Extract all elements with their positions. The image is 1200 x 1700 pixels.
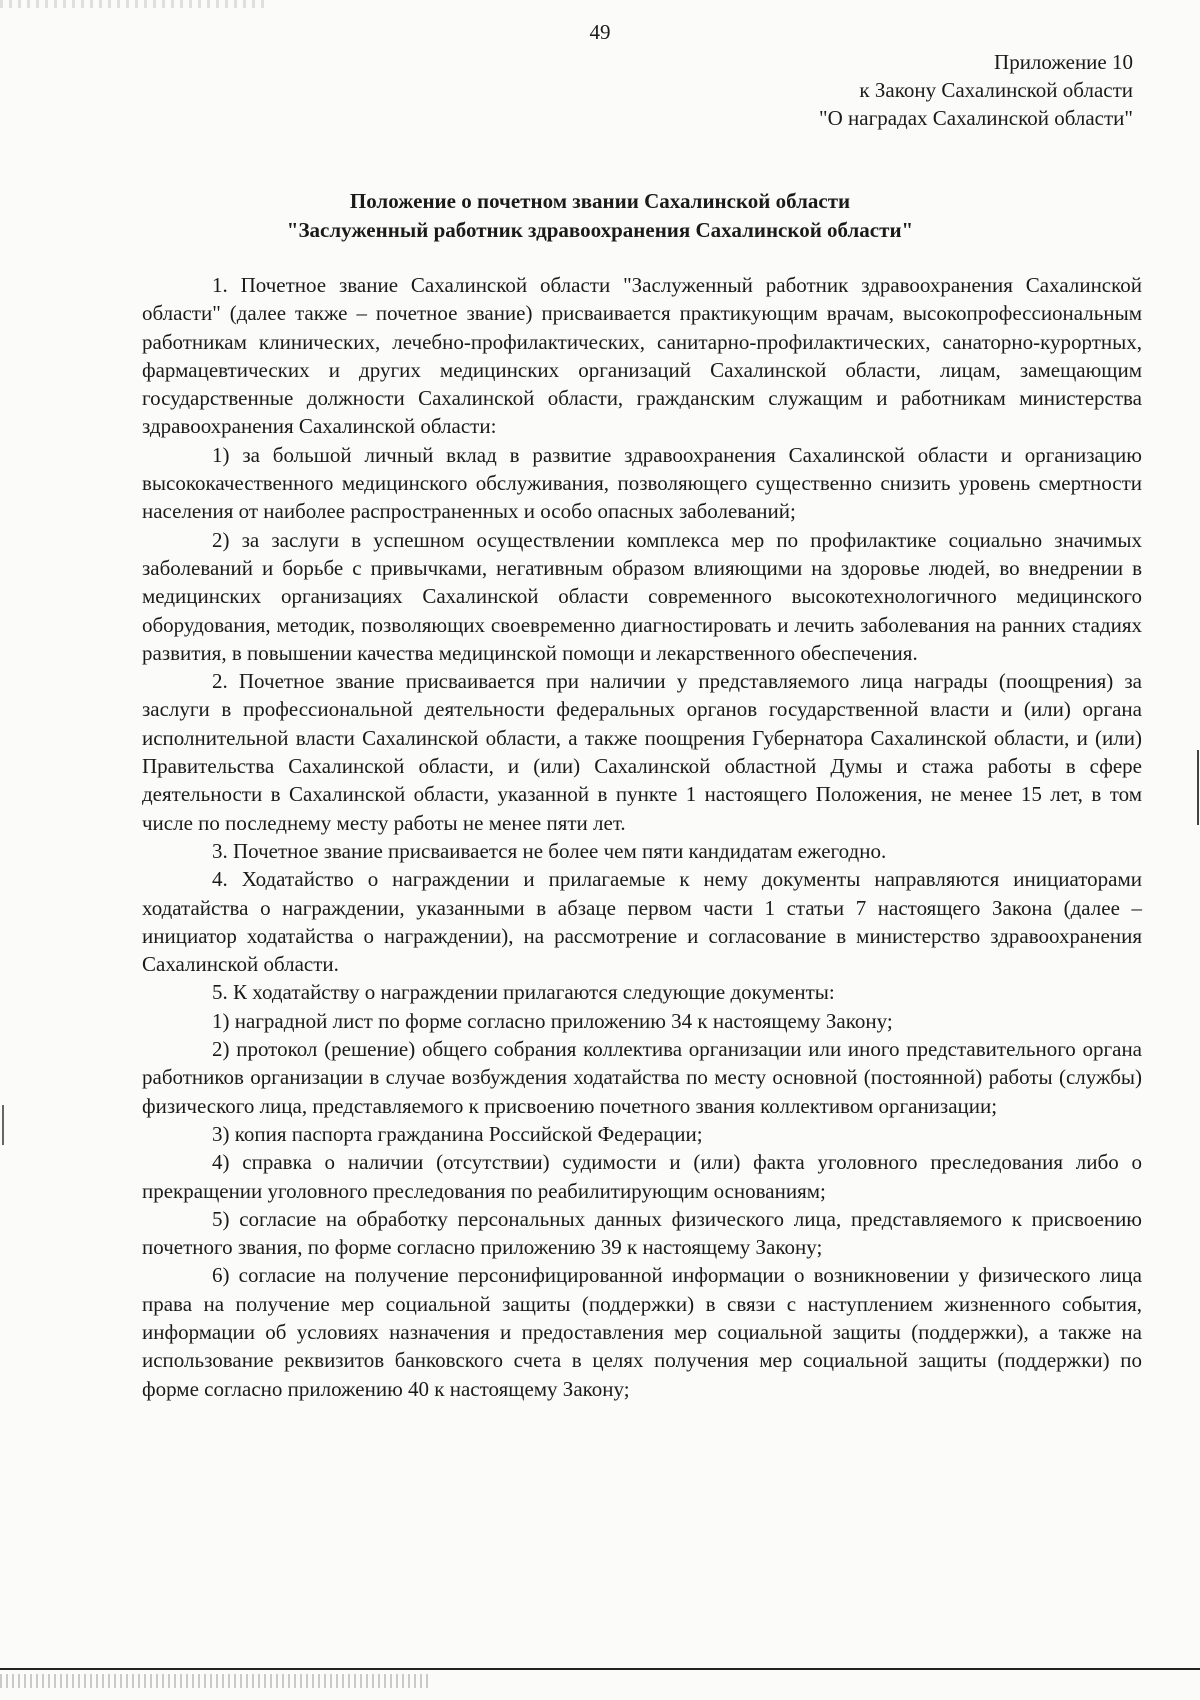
appendix-line-2: к Закону Сахалинской области: [859, 78, 1133, 102]
paragraph: 5. К ходатайству о награждении прилагаются следующие документы:: [212, 980, 835, 1005]
paragraph: 2) протокол (решение) общего собрания коллектива организации или иного представительного органа работников организации в случае возбуждения ходатайства по месту основной (постоянной) работы (службы) физического лица, представляемого к присвоению почетного звания коллективом организации;: [142, 1037, 1142, 1118]
scan-artifact-right: [1197, 750, 1199, 825]
scan-artifact-bottom: [0, 1674, 430, 1688]
appendix-line-1: Приложение 10: [994, 50, 1133, 74]
paragraph: 1. Почетное звание Сахалинской области "Заслуженный работник здравоохранения Сахалинской области" (далее также – почетное звание) присваивается практикующим врачам, высокопрофессиональным работникам клинических, лечебно-профилактических, санитарно-профилактических, санаторно-курортных, фармацевтических и других медицинских организаций Сахалинской области, лицам, замещающим государственные должности Сахалинской области, гражданским служащим и работникам министерства здравоохранения Сахалинской области:: [142, 273, 1142, 439]
paragraph: 2. Почетное звание присваивается при наличии у представляемого лица награды (поощрения) за заслуги в профессиональной деятельности федеральных органов государственной власти и (или) органа исполнительной власти Сахалинской области, а также поощрения Губернатора Сахалинской области, и (или) Правительства Сахалинской области, и (или) Сахалинской областной Думы и стажа работы в сфере деятельности в Сахалинской области, указанной в пункте 1 настоящего Положения, не менее 15 лет, в том числе по последнему месту работы не менее пяти лет.: [142, 669, 1142, 835]
paragraph: 4) справка о наличии (отсутствии) судимости и (или) факта уголовного преследования либо о прекращении уголовного преследования по реабилитирующим основаниям;: [142, 1150, 1142, 1203]
page-number: 49: [589, 20, 611, 44]
paragraph: 3. Почетное звание присваивается не более чем пяти кандидатам ежегодно.: [212, 838, 887, 863]
scan-artifact-top: [0, 0, 270, 8]
paragraph: 5) согласие на обработку персональных данных физического лица, представляемого к присвоению почетного звания, по форме согласно приложению 39 к настоящему Закону;: [142, 1206, 1142, 1260]
title-line-2: "Заслуженный работник здравоохранения Сахалинской области": [286, 218, 914, 242]
title-line-1: Положение о почетном звании Сахалинской области: [349, 189, 851, 213]
appendix-line-3: "О наградах Сахалинской области": [819, 106, 1133, 130]
scan-artifact-left: [2, 1105, 4, 1145]
paragraph: 2) за заслуги в успешном осуществлении комплекса мер по профилактике социально значимых заболеваний и борьбе с привычками, негативным образом влияющими на здоровье людей, во внедрении в медицинских организациях Сахалинской области современного высокотехнологичного медицинского оборудования, методик, позволяющих своевременно диагностировать и лечить заболевания на ранних стадиях развития, в повышении качества медицинской помощи и лекарственного обеспечения.: [142, 527, 1142, 665]
document-body: [142, 271, 1142, 1403]
paragraph: 4. Ходатайство о награждении и прилагаемые к нему документы направляются инициаторами ходатайства о награждении, указанными в абзаце первом части 1 статьи 7 настоящего Закона (далее – инициатор ходатайства о награждении), на рассмотрение и согласование в министерство здравоохранения Сахалинской области.: [142, 867, 1142, 977]
paragraph: 1) за большой личный вклад в развитие здравоохранения Сахалинской области и организацию высококачественного медицинского обслуживания, позволяющего существенно снизить уровень смертности населения от наиболее распространенных и особо опасных заболеваний;: [142, 442, 1142, 524]
paragraph: 3) копия паспорта гражданина Российской Федерации;: [212, 1121, 703, 1146]
document-title: [150, 187, 1050, 245]
appendix-header: [819, 48, 1133, 132]
bottom-rule: [0, 1668, 1200, 1670]
paragraph: 6) согласие на получение персонифицированной информации о возникновении у физического лица права на получение мер социальной защиты (поддержки) в связи с наступлением жизненного события, информации об условиях назначения и предоставления мер социальной защиты (поддержки), а также на использование реквизитов банковского счета в целях получения мер социальной защиты (поддержки) по форме согласно приложению 40 к настоящему Закону;: [142, 1263, 1142, 1401]
paragraph: 1) наградной лист по форме согласно приложению 34 к настоящему Закону;: [212, 1008, 893, 1033]
